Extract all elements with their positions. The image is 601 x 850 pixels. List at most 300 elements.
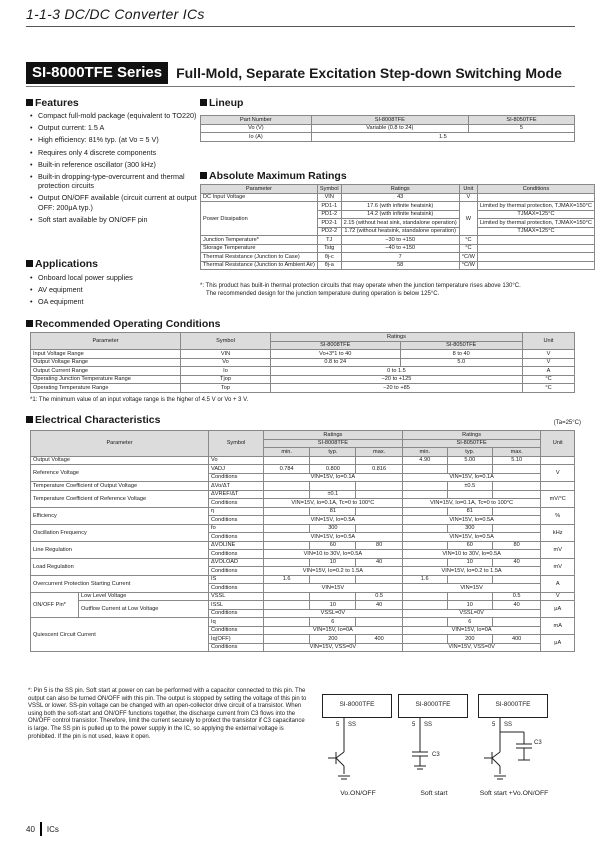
cell: TJMAX=125°C <box>477 227 594 236</box>
feature-item: • Output ON/OFF available (circuit current at output OFF: 200μA typ.) <box>30 193 200 211</box>
cell: ΔVOLOAD <box>209 558 264 567</box>
cell <box>402 558 447 567</box>
circuit-caption: Vo.ON/OFF <box>340 790 376 797</box>
capacitor-label: C3 <box>534 740 542 746</box>
column-header: SI-8008TFE <box>311 116 468 125</box>
circuit-caption: Soft start <box>420 790 448 797</box>
cell: Vo <box>181 358 271 367</box>
cell: 300 <box>447 524 492 533</box>
cell: 81 <box>310 507 356 516</box>
capacitor-label: C3 <box>432 752 440 758</box>
table-row <box>201 253 595 262</box>
cell: VIN=15V, Io=0.2 to 1.5A <box>264 567 403 576</box>
cell: Conditions <box>209 473 264 482</box>
title-bar <box>26 62 562 84</box>
column-header: SI-8008TFE <box>271 341 401 350</box>
cell <box>356 524 402 533</box>
column-header: Symbol <box>181 333 271 350</box>
table-row <box>31 384 575 393</box>
applications-heading: Applications <box>26 258 98 270</box>
cell: 6 <box>310 618 356 627</box>
table-row <box>201 236 595 245</box>
cell: 0.8 to 24 <box>271 358 401 367</box>
cell <box>356 618 402 627</box>
cell: Variable (0.8 to 24) <box>311 124 468 133</box>
cell: Top <box>181 384 271 393</box>
cell <box>356 456 402 465</box>
cell <box>402 618 447 627</box>
cell: VIN=15V, Io=0.1A <box>402 473 541 482</box>
cell <box>402 541 447 550</box>
table-row <box>31 456 575 465</box>
absmax-heading: Absolute Maximum Ratings <box>200 170 347 182</box>
table-row <box>31 575 575 584</box>
cell: μA <box>541 635 575 652</box>
cell: 0.5 <box>492 592 541 601</box>
cell: mV <box>541 558 575 575</box>
cell: 58 <box>341 261 459 270</box>
column-header: typ. <box>447 448 492 457</box>
feature-item: • High efficiency: 81% typ. (at Vo = 5 V) <box>30 135 200 144</box>
cell: ΔVOLINE <box>209 541 264 550</box>
circuit-caption: Soft start +Vo.ON/OFF <box>479 790 549 797</box>
column-header: Unit <box>541 431 575 457</box>
column-header: min. <box>402 448 447 457</box>
cell: Conditions <box>209 643 264 652</box>
cell: ΔVREF/ΔT <box>209 490 264 499</box>
ic-box: SI-8000TFE <box>478 694 548 718</box>
pin-number: 5 <box>492 722 496 728</box>
cell: Conditions <box>209 533 264 542</box>
cell: mV/°C <box>541 490 575 507</box>
series-name: SI-8000TFE Series <box>26 62 168 84</box>
cell: 6 <box>447 618 492 627</box>
cell: θj-c <box>317 253 341 262</box>
cell: Power Dissipation <box>201 202 318 236</box>
cell <box>492 490 541 499</box>
cell: ΔVo/ΔT <box>209 482 264 491</box>
cell: Thermal Resistance (Junction to Ambient Air) <box>201 261 318 270</box>
table-row <box>31 465 575 474</box>
cell: 81 <box>447 507 492 516</box>
cell: kHz <box>541 524 575 541</box>
cell: 200 <box>310 635 356 644</box>
cell: Tstg <box>317 244 341 253</box>
cell: 17.6 (with infinite heatsink) <box>341 202 459 211</box>
cell <box>264 635 310 644</box>
table-row <box>31 618 575 627</box>
column-header: max. <box>492 448 541 457</box>
table-row <box>31 507 575 516</box>
cell: 40 <box>492 601 541 610</box>
cell: Quiescent Circuit Current <box>31 618 209 652</box>
table-row <box>31 541 575 550</box>
cell: −40 to +150 <box>341 244 459 253</box>
cell: V <box>541 592 575 601</box>
cell: PD2-1 <box>317 219 341 228</box>
application-item: • Onboard local power supplies <box>30 273 200 282</box>
application-item: • OA equipment <box>30 297 200 306</box>
feature-item: • Built-in dropping-type-overcurrent and thermal protection circuits <box>30 172 200 190</box>
cell: 4.90 <box>402 456 447 465</box>
cell: 5.00 <box>447 456 492 465</box>
cell: DC Input Voltage <box>201 193 318 202</box>
cell: °C <box>522 384 574 393</box>
cell: 1.6 <box>402 575 447 584</box>
cell <box>264 524 310 533</box>
cell: VIN=15V, Io=0A <box>264 626 403 635</box>
cell <box>402 465 447 474</box>
cell: Efficiency <box>31 507 209 524</box>
cell <box>402 524 447 533</box>
cell: Temperature Coefficient of Reference Voltage <box>31 490 209 507</box>
cell: 10 <box>310 601 356 610</box>
absmax-table <box>200 184 595 270</box>
cell: VIN=15V, Io=0.5A <box>264 533 403 542</box>
table-header-row <box>31 431 575 440</box>
cell: Line Regulation <box>31 541 209 558</box>
cell: Low Level Voltage <box>79 592 209 601</box>
cell: 80 <box>492 541 541 550</box>
cell <box>402 490 447 499</box>
column-header: Ratings <box>271 333 523 342</box>
cell <box>402 592 447 601</box>
cell: VIN=15V, VSS=0V <box>402 643 541 652</box>
cell: 10 <box>447 601 492 610</box>
cell: Output Voltage <box>31 456 209 465</box>
cell <box>492 465 541 474</box>
cell: °C <box>522 375 574 384</box>
column-header: Unit <box>459 185 477 194</box>
cell: VIN <box>181 350 271 359</box>
cell <box>447 490 492 499</box>
cell: 10 <box>310 558 356 567</box>
cell: Temperature Coefficient of Output Voltage <box>31 482 209 491</box>
cell: 5 <box>468 124 574 133</box>
column-header: Ratings <box>402 431 541 440</box>
cell: Conditions <box>209 609 264 618</box>
cell: V <box>459 193 477 202</box>
cell <box>402 635 447 644</box>
cell: 1.72 (without heatsink, standalone operation) <box>341 227 459 236</box>
cell <box>492 618 541 627</box>
feature-item: • Output current: 1.5 A <box>30 123 200 132</box>
cell: VIN=15V, VSS=0V <box>264 643 403 652</box>
cell: Iq <box>209 618 264 627</box>
cell: 0 to 1.5 <box>271 367 523 376</box>
cell <box>356 507 402 516</box>
cell: VIN=15V, Io=0.1A, Tc=0 to 100°C <box>402 499 541 508</box>
cell: η <box>209 507 264 516</box>
cell: Operating Junction Temperature Range <box>31 375 181 384</box>
cell: VIN=10 to 30V, Io=0.5A <box>264 550 403 559</box>
cell: 40 <box>356 601 402 610</box>
cell: °C/W <box>459 253 477 262</box>
table-header-row <box>201 185 595 194</box>
feature-item: • Built-in reference oscillator (300 kHz) <box>30 160 200 169</box>
cell: W <box>459 202 477 236</box>
divider <box>26 86 575 87</box>
cell: 43 <box>341 193 459 202</box>
footer-label: ICs <box>46 824 59 834</box>
cell: 40 <box>356 558 402 567</box>
column-header: SI-8050TFE <box>468 116 574 125</box>
absmax-note-1: *: This product has built-in thermal protection circuits that may operate when the junction temperature rises above 130°C. <box>200 283 521 289</box>
cell <box>402 482 447 491</box>
cell <box>492 482 541 491</box>
cell <box>264 490 310 499</box>
cell: ISSL <box>209 601 264 610</box>
cell <box>492 524 541 533</box>
cell: Reference Voltage <box>31 465 209 482</box>
cell: 200 <box>447 635 492 644</box>
cell: Conditions <box>209 550 264 559</box>
cell: 5.10 <box>492 456 541 465</box>
cell: ±0.5 <box>447 482 492 491</box>
cell <box>447 575 492 584</box>
cell: VIN=15V, Io=0.1A, Tc=0 to 100°C <box>264 499 403 508</box>
column-header: Parameter <box>31 333 181 350</box>
electrical-table <box>30 430 575 652</box>
column-header: Ratings <box>341 185 459 194</box>
cell: Junction Temperature* <box>201 236 318 245</box>
cell: ±0.1 <box>310 490 356 499</box>
cell: Vo <box>209 456 264 465</box>
cell: 60 <box>310 541 356 550</box>
cell <box>310 456 356 465</box>
column-header: Parameter <box>31 431 209 457</box>
table-row <box>201 202 595 211</box>
table-row <box>201 193 595 202</box>
cell: VSSL=0V <box>264 609 403 618</box>
pin-label: SS <box>348 722 357 728</box>
cell: IS <box>209 575 264 584</box>
cell: 0.800 <box>310 465 356 474</box>
schematic-icon <box>478 718 558 788</box>
cell <box>264 558 310 567</box>
cell: Output Voltage Range <box>31 358 181 367</box>
table-row <box>31 367 575 376</box>
column-header: Part Number <box>201 116 312 125</box>
cell: TJ <box>317 236 341 245</box>
cell: 400 <box>356 635 402 644</box>
cell: Vo (V) <box>201 124 312 133</box>
cell: 400 <box>492 635 541 644</box>
divider <box>26 26 575 27</box>
cell: Storage Temperature <box>201 244 318 253</box>
cell: VIN=15V <box>264 584 403 593</box>
cell: Output Current Range <box>31 367 181 376</box>
cell: mA <box>541 618 575 635</box>
pin-number: 5 <box>412 722 416 728</box>
column-header: Unit <box>522 333 574 350</box>
cell: 5.0 <box>400 358 522 367</box>
footer <box>26 822 59 836</box>
cell: Iq(OFF) <box>209 635 264 644</box>
cell: Io <box>181 367 271 376</box>
table-row <box>31 482 575 491</box>
subtitle: Full-Mold, Separate Excitation Step-down Switching Mode <box>176 65 562 81</box>
cell: Input Voltage Range <box>31 350 181 359</box>
cell: °C <box>459 244 477 253</box>
cell <box>477 193 594 202</box>
cell: ON/OFF Pin* <box>31 592 79 618</box>
cell: VIN=15V <box>402 584 541 593</box>
cell: Conditions <box>209 626 264 635</box>
cell: A <box>541 575 575 592</box>
cell: −20 to +125 <box>271 375 523 384</box>
cell: V <box>522 350 574 359</box>
table-row <box>31 350 575 359</box>
recommended-note: *1: The minimum value of an input voltage range is the higher of 4.5 V or Vo + 3 V. <box>30 397 249 403</box>
cell <box>264 618 310 627</box>
table-row <box>31 601 575 610</box>
cell: VIN=15V, Io=0A <box>402 626 541 635</box>
table-row <box>201 244 595 253</box>
cell: VSSL=0V <box>402 609 541 618</box>
table-row <box>31 592 575 601</box>
cell: VIN=15V, Io=0.2 to 1.5A <box>402 567 541 576</box>
cell: PD1-1 <box>317 202 341 211</box>
cell: Vo+3*1 to 40 <box>271 350 401 359</box>
cell: 14.2 (with infinite heatsink) <box>341 210 459 219</box>
column-header: SI-8050TFE <box>400 341 522 350</box>
cell: Operating Temperature Range <box>31 384 181 393</box>
cell: Conditions <box>209 584 264 593</box>
table-header-row <box>201 116 575 125</box>
cell: 0.784 <box>264 465 310 474</box>
cell <box>447 465 492 474</box>
cell <box>264 541 310 550</box>
cell: 60 <box>447 541 492 550</box>
lineup-heading: Lineup <box>200 97 243 109</box>
cell: Overcurrent Protection Starting Current <box>31 575 209 592</box>
cell: Oscillation Frequency <box>31 524 209 541</box>
cell <box>477 236 594 245</box>
cell <box>477 253 594 262</box>
cell: % <box>541 507 575 524</box>
cell: 2.15 (without heat sink, standalone operation) <box>341 219 459 228</box>
cell: −30 to +150 <box>341 236 459 245</box>
ic-box: SI-8000TFE <box>398 694 468 718</box>
schematic-icon <box>322 718 402 788</box>
cell: V <box>522 358 574 367</box>
column-header: Symbol <box>317 185 341 194</box>
cell: VIN=15V, Io=0.5A <box>402 533 541 542</box>
cell: 300 <box>310 524 356 533</box>
cell: VADJ <box>209 465 264 474</box>
cell: Load Regulation <box>31 558 209 575</box>
cell: VIN=15V, Io=0.1A <box>264 473 403 482</box>
pin-number: 5 <box>336 722 340 728</box>
cell: 80 <box>356 541 402 550</box>
cell: VIN <box>317 193 341 202</box>
footer-bar <box>40 822 42 836</box>
cell <box>492 575 541 584</box>
ambient-temp: (Ta=25°C) <box>553 420 581 426</box>
table-row <box>201 133 575 142</box>
table-row <box>31 375 575 384</box>
recommended-heading: Recommended Operating Conditions <box>26 318 221 330</box>
table-header-row <box>31 333 575 342</box>
cell: VIN=15V, Io=0.5A <box>264 516 403 525</box>
absmax-note <box>200 283 580 298</box>
table-row <box>31 358 575 367</box>
cell: Thermal Resistance (Junction to Case) <box>201 253 318 262</box>
cell: Io (A) <box>201 133 312 142</box>
pin-label: SS <box>504 722 513 728</box>
cell: 8 to 40 <box>400 350 522 359</box>
cell: 10 <box>447 558 492 567</box>
cell: 1.5 <box>311 133 574 142</box>
column-header: Ratings <box>264 431 403 440</box>
ic-box: SI-8000TFE <box>322 694 392 718</box>
cell <box>310 482 356 491</box>
cell <box>402 507 447 516</box>
cell <box>477 244 594 253</box>
application-item: • AV equipment <box>30 285 200 294</box>
cell: Conditions <box>209 567 264 576</box>
cell: Outflow Current at Low Voltage <box>79 601 209 618</box>
cell: VIN=10 to 30V, Io=0.5A <box>402 550 541 559</box>
cell <box>356 490 402 499</box>
cell: Limited by thermal protection, TJMAX=150°C <box>477 219 594 228</box>
cell: mV <box>541 541 575 558</box>
cell: Conditions <box>209 516 264 525</box>
cell: θj-a <box>317 261 341 270</box>
table-row <box>201 261 595 270</box>
cell <box>356 482 402 491</box>
cell: V <box>541 465 575 482</box>
cell <box>264 507 310 516</box>
cell <box>477 261 594 270</box>
cell: 1.6 <box>264 575 310 584</box>
applications-list <box>30 273 200 310</box>
cell: 0.5 <box>356 592 402 601</box>
cell <box>447 592 492 601</box>
cell <box>402 601 447 610</box>
table-row <box>31 490 575 499</box>
cell: °C/W <box>459 261 477 270</box>
cell: °C <box>459 236 477 245</box>
features-heading: Features <box>26 97 79 109</box>
cell <box>264 456 310 465</box>
cell: PD2-2 <box>317 227 341 236</box>
cell: TJMAX=125°C <box>477 210 594 219</box>
table-row <box>31 524 575 533</box>
cell <box>541 456 575 465</box>
pin-note: *: Pin 5 is the SS pin. Soft start at power on can be performed with a capacitor connected to this pin. The output can also be turned ON/OFF with this pin. The output is stopped by setting the voltage of this pin to VSSL or lower. SS-pin voltage can be changed with an open-collector drive circuit of a transistor. When using both the soft-start and ON/OFF functions together, the discharge current from C3 flows into the ON/OFF control transistor. Therefore, limit the current securely to protect the transistor if C3 capacitance is large. The SS pin is pulled up to the power supply in the IC, so applying the external voltage is prohibited. If the pin is not used, leave it open. <box>28 688 307 740</box>
cell <box>310 592 356 601</box>
cell: PD1-2 <box>317 210 341 219</box>
recommended-table <box>30 332 575 393</box>
cell: VSSL <box>209 592 264 601</box>
column-header: Symbol <box>209 431 264 457</box>
page-number: 40 <box>26 824 35 834</box>
column-header: Parameter <box>201 185 318 194</box>
cell: 0.816 <box>356 465 402 474</box>
cell: VIN=15V, Io=0.5A <box>402 516 541 525</box>
electrical-heading: Electrical Characteristics <box>26 414 161 426</box>
column-header: SI-8008TFE <box>264 439 403 448</box>
cell: A <box>522 367 574 376</box>
features-list <box>30 111 200 227</box>
cell: Tjop <box>181 375 271 384</box>
column-header: typ. <box>310 448 356 457</box>
cell <box>492 507 541 516</box>
cell: 7 <box>341 253 459 262</box>
column-header: Conditions <box>477 185 594 194</box>
